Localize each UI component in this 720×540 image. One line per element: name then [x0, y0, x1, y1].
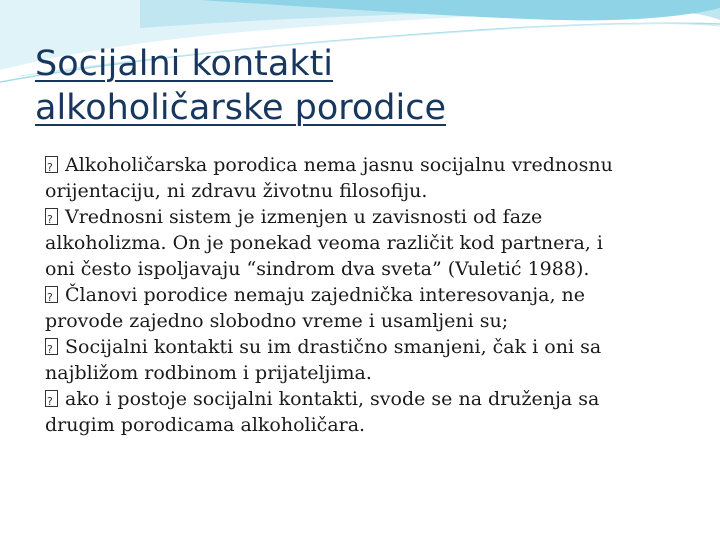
- bullet-text: Alkoholičarska porodica nema jasnu socijalnu vrednosnu: [65, 154, 613, 176]
- bullet-line: najbližom rodbinom i prijateljima.: [45, 362, 372, 384]
- bullet-text: Članovi porodice nemaju zajednička interesovanja, ne: [65, 284, 586, 306]
- bullet-line: provode zajedno slobodno vreme i usamljeni su;: [45, 310, 509, 332]
- missing-glyph-icon: [45, 156, 58, 173]
- bullet-list: [20, 152, 680, 438]
- bullet-text: Socijalni kontakti su im drastično smanjeni, čak i oni sa: [65, 336, 602, 358]
- slide-title: [35, 42, 675, 130]
- slide-title-line: alkoholičarske porodice: [35, 88, 447, 128]
- bullet-item: [20, 386, 680, 438]
- bullet-line: [65, 282, 680, 308]
- bullet-line: alkoholizma. On je ponekad veoma različit kod partnera, i: [45, 232, 603, 254]
- bullet-item: [20, 204, 680, 282]
- missing-glyph-icon: [45, 390, 58, 407]
- bullet-text: ako i postoje socijalni kontakti, svode se na druženja sa: [65, 388, 600, 410]
- bullet-line: drugim porodicama alkoholičara.: [45, 414, 366, 436]
- missing-glyph-icon: [45, 286, 58, 303]
- missing-glyph-icon: [45, 208, 58, 225]
- bullet-line: [65, 204, 680, 230]
- bullet-item: [20, 334, 680, 386]
- bullet-item: [20, 282, 680, 334]
- bullet-line: [65, 152, 680, 178]
- missing-glyph-icon: [45, 338, 58, 355]
- bullet-line: [65, 386, 680, 412]
- bullet-line: orijentaciju, ni zdravu životnu filosofiju.: [45, 180, 428, 202]
- bullet-text: Vrednosni sistem je izmenjen u zavisnosti od faze: [65, 206, 543, 228]
- slide-title-line: Socijalni kontakti: [35, 44, 334, 84]
- bullet-line: [65, 334, 680, 360]
- bullet-item: [20, 152, 680, 204]
- bullet-line: oni često ispoljavaju “sindrom dva sveta” (Vuletić 1988).: [45, 258, 590, 280]
